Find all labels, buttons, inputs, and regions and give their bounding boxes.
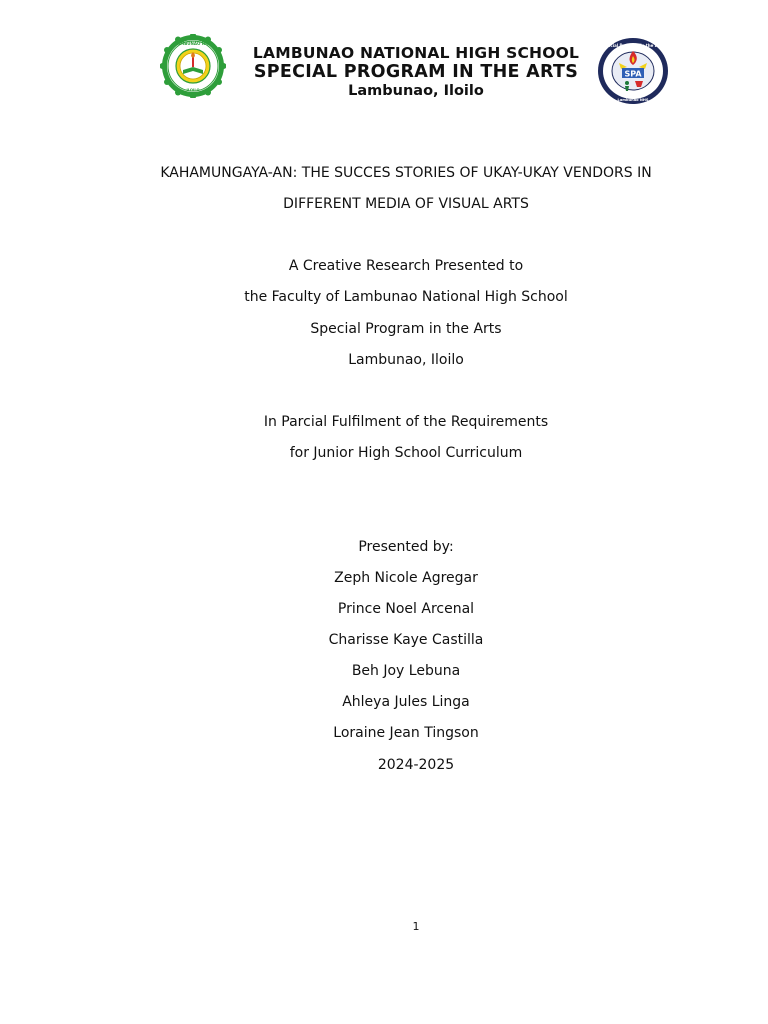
letterhead — [236, 44, 596, 100]
svg-text:SPA: SPA — [624, 69, 642, 79]
svg-text:Lambunao NHS: Lambunao NHS — [617, 98, 649, 102]
presenter-name: Beh Joy Lebuna — [351, 663, 461, 679]
presented-to-line: A Creative Research Presented to — [288, 258, 524, 274]
school-location: Lambunao, Iloilo — [348, 83, 484, 99]
faculty-line: the Faculty of Lambunao National High School — [244, 289, 568, 305]
spa-seal-icon — [597, 37, 669, 105]
svg-text:LAMBUNAO NHS: LAMBUNAO NHS — [174, 41, 212, 46]
research-title-line-1: KAHAMUNGAYA-AN: THE SUCCES STORIES OF UKAY-UKAY VENDORS IN — [160, 165, 652, 181]
program-name: SPECIAL PROGRAM IN THE ARTS — [253, 62, 579, 82]
research-title-line-2: DIFFERENT MEDIA OF VISUAL ARTS — [283, 196, 529, 212]
svg-text:ILOILO: ILOILO — [186, 88, 200, 92]
school-seal-icon — [160, 34, 226, 98]
location-line: Lambunao, Iloilo — [348, 352, 464, 368]
presenter-name: Prince Noel Arcenal — [337, 601, 475, 617]
program-line: Special Program in the Arts — [310, 321, 502, 337]
presenter-name: Ahleya Jules Linga — [342, 694, 470, 710]
svg-text:Special Program in the Arts: Special Program in the Arts — [601, 43, 665, 48]
presenter-name: Zeph Nicole Agregar — [334, 570, 478, 586]
school-year: 2024-2025 — [377, 757, 455, 773]
fulfilment-line-2: for Junior High School Curriculum — [289, 445, 523, 461]
school-name: LAMBUNAO NATIONAL HIGH SCHOOL — [252, 44, 580, 62]
page-number: 1 — [412, 920, 420, 933]
presenter-name: Loraine Jean Tingson — [333, 725, 479, 741]
presented-by-label: Presented by: — [358, 539, 454, 555]
fulfilment-line-1: In Parcial Fulfilment of the Requirements — [263, 414, 549, 430]
presenter-name: Charisse Kaye Castilla — [328, 632, 484, 648]
